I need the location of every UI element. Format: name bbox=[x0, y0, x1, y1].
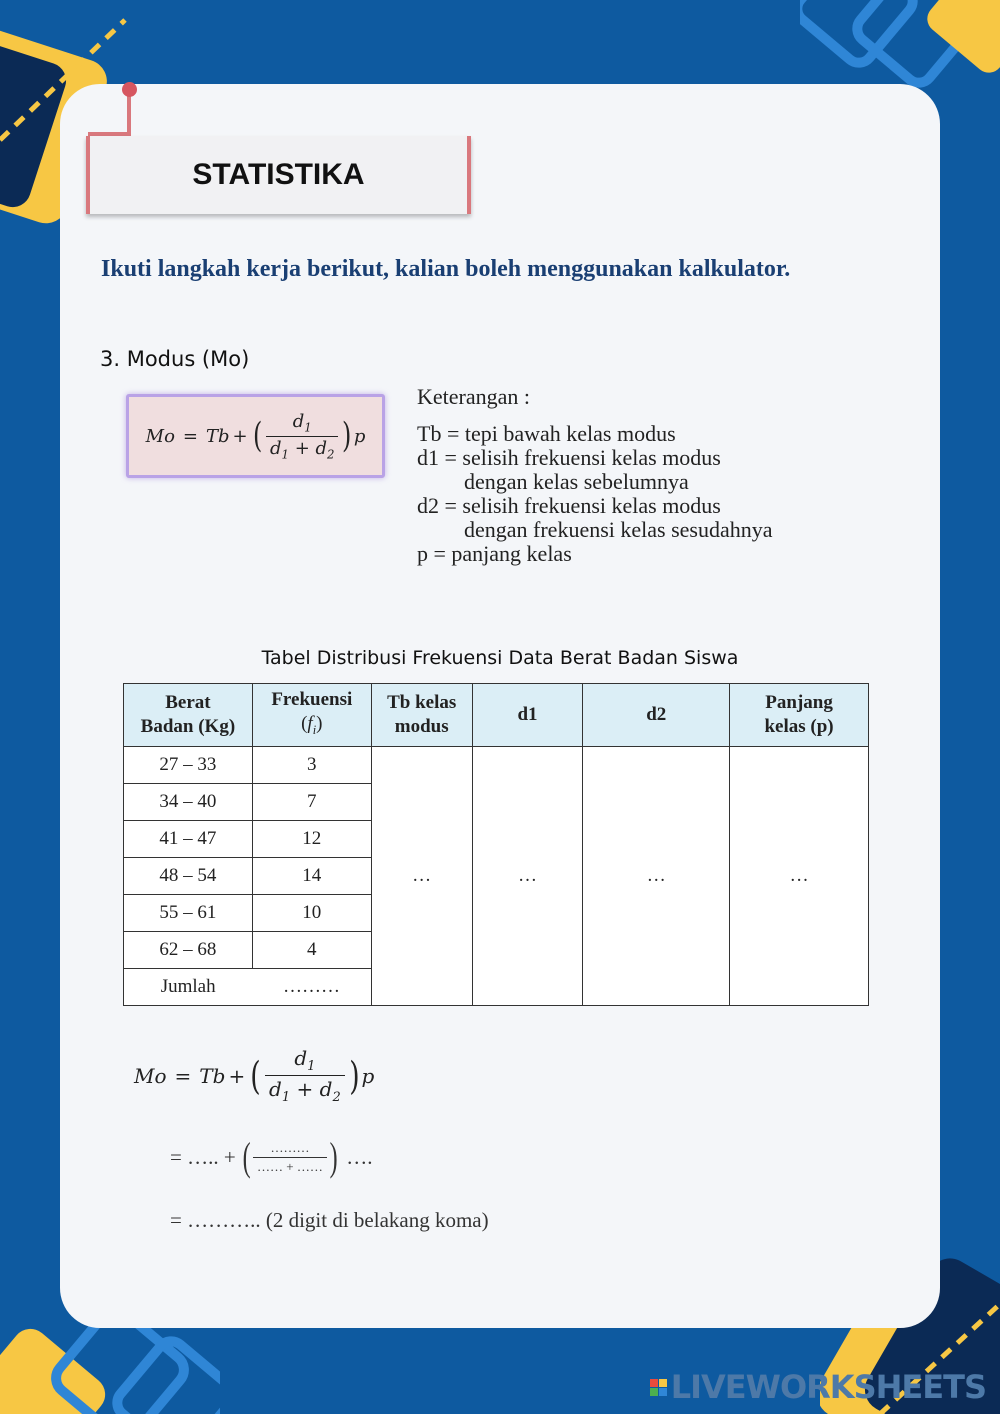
note-line: dengan frekuensi kelas sesudahnya bbox=[464, 517, 773, 542]
section-heading: 3. Modus (Mo) bbox=[100, 347, 250, 371]
cell-range: 27 – 33 bbox=[124, 747, 253, 784]
frequency-table bbox=[123, 683, 869, 1006]
formula-tb: Tb bbox=[206, 425, 230, 447]
calc-den-b: d bbox=[319, 1077, 333, 1101]
notes-heading: Keterangan : bbox=[417, 384, 530, 409]
step1-den-blank[interactable]: …… + …… bbox=[253, 1157, 327, 1175]
liveworksheets-logo-icon bbox=[650, 1379, 667, 1396]
watermark-text: LIVEWORKSHEETS bbox=[670, 1368, 986, 1406]
header-frekuensi: Frekuensi $(f_i)$ bbox=[252, 684, 371, 747]
cell-freq: 3 bbox=[252, 747, 371, 784]
table-title: Tabel Distribusi Frekuensi Data Berat Badan Siswa bbox=[261, 647, 739, 669]
calc-fraction bbox=[265, 1046, 345, 1105]
formula-den-b: d bbox=[315, 437, 328, 459]
cell-freq: 7 bbox=[252, 784, 371, 821]
calc-step-1: = ….. + ( $\frac{\dots\dots\dots}{\dots\dots + \dots\dots}$ ) …. bbox=[170, 1134, 373, 1179]
formula-fraction bbox=[266, 411, 339, 461]
calc-formula: Mo = Tb + ( $\frac{d_1}{d_1 + d_2}$ ) p bbox=[134, 1046, 375, 1105]
cell-range: 41 – 47 bbox=[124, 821, 253, 858]
cell-range: 62 – 68 bbox=[124, 932, 253, 969]
calc-num-sub: 1 bbox=[307, 1059, 316, 1074]
notes-block bbox=[417, 385, 773, 566]
table-header-row bbox=[124, 684, 869, 747]
calc-den-a-sub: 1 bbox=[281, 1090, 291, 1105]
calc-den-plus: + bbox=[296, 1077, 314, 1101]
cell-freq: 12 bbox=[252, 821, 371, 858]
formula-den-a-sub: 1 bbox=[281, 447, 289, 462]
cell-freq: 4 bbox=[252, 932, 371, 969]
step1-p-blank[interactable]: …. bbox=[346, 1144, 373, 1169]
page-title: STATISTIKA bbox=[86, 136, 471, 214]
note-line: Tb = tepi bawah kelas modus bbox=[417, 421, 676, 446]
formula-den-b-sub: 2 bbox=[327, 447, 335, 462]
calc-den-a: d bbox=[269, 1077, 282, 1101]
calc-tb: Tb bbox=[199, 1063, 226, 1088]
cell-range: 48 – 54 bbox=[124, 858, 253, 895]
header-tb: Tb kelas modus bbox=[371, 684, 472, 747]
step1-num-blank[interactable]: ……… bbox=[270, 1139, 310, 1155]
header-panjang: Panjang kelas (p) bbox=[730, 684, 869, 747]
note-line: dengan kelas sebelumnya bbox=[464, 469, 689, 494]
note-line: d2 = selisih frekuensi kelas modus bbox=[417, 493, 721, 518]
d2-answer-blank[interactable]: … bbox=[583, 747, 730, 1006]
formula-num-sub: 1 bbox=[304, 420, 312, 435]
table-row bbox=[124, 747, 869, 784]
formula-den-plus: + bbox=[294, 437, 310, 459]
calc-den-b-sub: 2 bbox=[332, 1090, 341, 1105]
instruction-text: Ikuti langkah kerja berikut, kalian boleh menggunakan kalkulator. bbox=[101, 256, 791, 282]
step1-equals[interactable]: = ….. + bbox=[170, 1144, 236, 1169]
total-answer-blank[interactable]: ……… bbox=[252, 969, 371, 1006]
p-answer-blank[interactable]: … bbox=[730, 747, 869, 1006]
formula-num: d bbox=[292, 410, 305, 432]
calc-step-2[interactable]: = ……….. (2 digit di belakang koma) bbox=[170, 1208, 489, 1232]
calc-lhs: Mo bbox=[134, 1063, 167, 1088]
mode-formula-box bbox=[126, 394, 385, 478]
calc-p: p bbox=[361, 1063, 375, 1088]
mode-formula: Mo = Tb + ( $\frac{d_1}{d_1 + d_2}$ ) p bbox=[145, 410, 366, 462]
header-d1: d1 bbox=[472, 684, 583, 747]
title-pin-dot bbox=[122, 82, 137, 97]
liveworksheets-watermark bbox=[650, 1368, 986, 1406]
formula-plus: + bbox=[232, 425, 248, 447]
d1-answer-blank[interactable]: … bbox=[472, 747, 583, 1006]
calc-num: d bbox=[294, 1046, 308, 1070]
cell-range: 34 – 40 bbox=[124, 784, 253, 821]
header-d2: d2 bbox=[583, 684, 730, 747]
note-line: d1 = selisih frekuensi kelas modus bbox=[417, 445, 721, 470]
formula-p: p bbox=[353, 425, 366, 447]
cell-freq: 10 bbox=[252, 895, 371, 932]
tb-answer-blank[interactable]: … bbox=[371, 747, 472, 1006]
note-line: p = panjang kelas bbox=[417, 541, 572, 566]
header-berat: Berat Badan (Kg) bbox=[124, 684, 253, 747]
total-label: Jumlah bbox=[124, 969, 253, 1006]
calc-plus: + bbox=[228, 1063, 246, 1088]
title-pin-line bbox=[127, 92, 131, 136]
formula-lhs: Mo bbox=[145, 425, 175, 447]
cell-range: 55 – 61 bbox=[124, 895, 253, 932]
formula-den-a: d bbox=[269, 437, 282, 459]
step1-fraction bbox=[253, 1140, 327, 1175]
cell-freq: 14 bbox=[252, 858, 371, 895]
